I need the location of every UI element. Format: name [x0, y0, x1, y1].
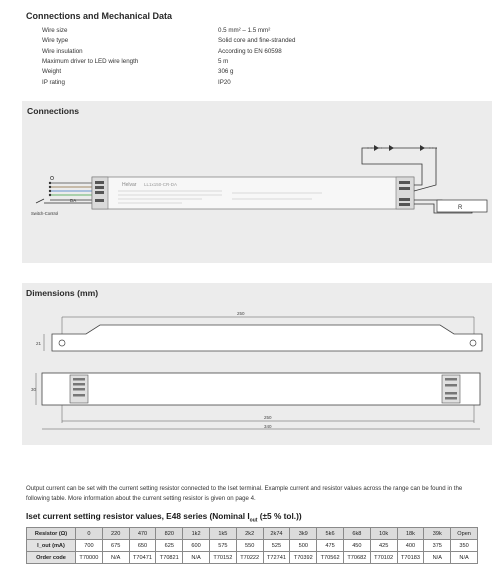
- table-cell: 2k2: [236, 528, 263, 540]
- table-cell: 525: [263, 540, 290, 552]
- table-title: Iset current setting resistor values, E48 series (Nominal $I_{out}$ (±5 % tol.)): [26, 511, 302, 524]
- row-header: Order code: [27, 552, 76, 564]
- table-row: [27, 552, 478, 564]
- table-cell: 550: [236, 540, 263, 552]
- table-cell: N/A: [451, 552, 478, 564]
- dimensions-title: Dimensions (mm): [26, 288, 99, 298]
- resistor-note: Output current can be set with the current setting resistor connected to the Iset terminal. Example current and resistor values across the range can be found in the following table. More information about the current setting resistor is given on page 4.: [26, 485, 463, 502]
- spec-label: Wire size: [42, 27, 68, 34]
- table-row: [27, 528, 478, 540]
- table-cell: 3k9: [290, 528, 317, 540]
- table-cell: 650: [129, 540, 156, 552]
- table-cell: T70222: [236, 552, 263, 564]
- table-cell: 375: [424, 540, 451, 552]
- table-cell: 0: [76, 528, 103, 540]
- row-header: Resistor (Ω): [27, 528, 76, 540]
- table-cell: 5k6: [317, 528, 344, 540]
- table-cell: 18k: [397, 528, 424, 540]
- table-cell: 600: [183, 540, 210, 552]
- table-cell: 470: [129, 528, 156, 540]
- spec-label: Weight: [42, 68, 62, 76]
- table-cell: N/A: [424, 552, 451, 564]
- row-header: I_out (mA): [27, 540, 76, 552]
- table-cell: T70102: [370, 552, 397, 564]
- spec-label: IP rating: [42, 78, 65, 86]
- da-label: DA: [70, 198, 77, 203]
- table-cell: N/A: [102, 552, 129, 564]
- top-height-label: 30: [31, 387, 37, 392]
- table-cell: 6k8: [343, 528, 370, 540]
- brand-label: Helvar: [122, 182, 137, 188]
- switch-control-label: Switch-Control: [31, 211, 59, 216]
- connections-panel: [22, 101, 492, 263]
- table-cell: T70682: [343, 552, 370, 564]
- resistor-table: [26, 527, 478, 564]
- table-cell: T70562: [317, 552, 344, 564]
- table-cell: T70821: [156, 552, 183, 564]
- page-title: Connections and Mechanical Data: [26, 11, 173, 21]
- table-cell: 820: [156, 528, 183, 540]
- connections-title: Connections: [27, 106, 80, 116]
- side-view: [44, 317, 482, 351]
- table-cell: 2k74: [263, 528, 290, 540]
- spec-value: 306 g: [218, 68, 234, 76]
- spec-value: IP20: [218, 78, 231, 86]
- resistor-label: R: [458, 205, 463, 211]
- spec-label: Maximum driver to LED wire length: [42, 57, 139, 65]
- table-cell: 625: [156, 540, 183, 552]
- table-cell: 675: [102, 540, 129, 552]
- dimensions-panel: [22, 283, 492, 445]
- side-length-label: 250: [237, 311, 245, 316]
- table-cell: 220: [102, 528, 129, 540]
- total-length-label: 340: [264, 424, 272, 429]
- spec-value: 0.5 mm² – 1.5 mm²: [218, 27, 271, 34]
- table-cell: 450: [343, 540, 370, 552]
- spec-label: Wire type: [42, 37, 69, 45]
- table-cell: 39k: [424, 528, 451, 540]
- table-cell: T70152: [209, 552, 236, 564]
- connections-diagram: [22, 101, 492, 263]
- side-height-label: 21: [36, 341, 42, 346]
- table-cell: 400: [397, 540, 424, 552]
- spec-value: Solid core and fine-stranded: [218, 37, 296, 45]
- table-cell: N/A: [183, 552, 210, 564]
- model-label: LL1x150-CR-DA: [144, 182, 178, 187]
- top-view: [36, 373, 480, 429]
- table-cell: 425: [370, 540, 397, 552]
- table-cell: 500: [290, 540, 317, 552]
- table-cell: 475: [317, 540, 344, 552]
- table-cell: T70183: [397, 552, 424, 564]
- iset-resistor: [414, 200, 487, 213]
- table-cell: 1k5: [209, 528, 236, 540]
- table-cell: T70471: [129, 552, 156, 564]
- inner-length-label: 250: [264, 415, 272, 420]
- table-cell: T70000: [76, 552, 103, 564]
- table-cell: 10k: [370, 528, 397, 540]
- input-wires: [36, 176, 92, 203]
- table-cell: 350: [451, 540, 478, 552]
- dimensions-drawing: [22, 283, 492, 445]
- table-row: [27, 540, 478, 552]
- spec-label: Wire insulation: [42, 47, 83, 55]
- table-cell: T70392: [290, 552, 317, 564]
- spec-value: According to EN 60598: [218, 47, 282, 55]
- table-cell: T72741: [263, 552, 290, 564]
- table-cell: 575: [209, 540, 236, 552]
- spec-value: 5 m: [218, 57, 229, 65]
- table-cell: 1k2: [183, 528, 210, 540]
- table-cell: Open: [451, 528, 478, 540]
- table-cell: 700: [76, 540, 103, 552]
